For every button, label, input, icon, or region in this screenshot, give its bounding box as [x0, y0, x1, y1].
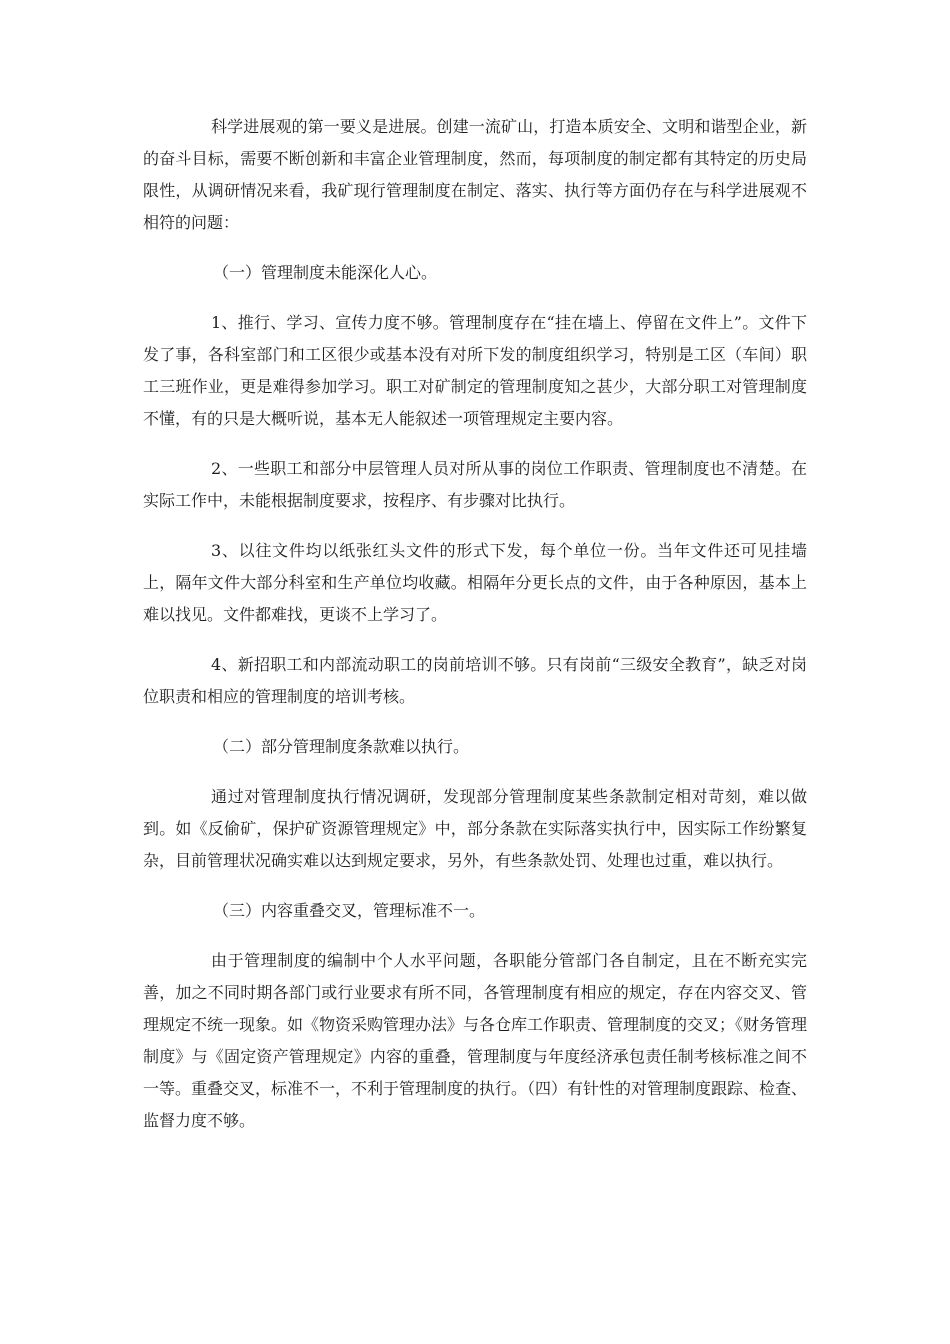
document-body [143, 111, 807, 1155]
section-heading-2: （二）部分管理制度条款难以执行。 [213, 737, 470, 756]
paragraph-section-2: 通过对管理制度执行情况调研，发现部分管理制度某些条款制定相对苛刻，难以做到。如《反偷矿，保护矿资源管理规定》中，部分条款在实际落实执行中，因实际工作纷繁复杂，目前管理状况确实难以达到规定要求，另外，有些条款处罚、处理也过重，难以执行。 [143, 787, 807, 870]
paragraph-section-3: 由于管理制度的编制中个人水平问题，各职能分管部门各自制定，且在不断充实完善，加之不同时期各部门或行业要求有所不同，各管理制度有相应的规定，存在内容交叉、管理规定不统一现象。如《物资采购管理办法》与各仓库工作职责、管理制度的交叉；《财务管理制度》与《固定资产管理规定》内容的重叠，管理制度与年度经济承包责任制考核标准之间不一等。重叠交叉，标准不一，不利于管理制度的执行。（四）有针性的对管理制度跟踪、检查、监督力度不够。 [143, 951, 808, 1130]
paragraph-intro: 科学进展观的第一要义是进展。创建一流矿山，打造本质安全、文明和谐型企业，新的奋斗目标，需要不断创新和丰富企业管理制度，然而，每项制度的制定都有其特定的历史局限性，从调研情况来看，我矿现行管理制度在制定、落实、执行等方面仍存在与科学进展观不相符的问题： [143, 117, 807, 232]
paragraph-item-3: 3、以往文件均以纸张红头文件的形式下发，每个单位一份。当年文件还可见挂墙上，隔年文件大部分科室和生产单位均收藏。相隔年分更长点的文件，由于各种原因，基本上难以找见。文件都难找，更谈不上学习了。 [143, 541, 807, 624]
section-heading-1: （一）管理制度未能深化人心。 [213, 263, 438, 282]
paragraph-item-4: 4、新招职工和内部流动职工的岗前培训不够。只有岗前“三级安全教育”，缺乏对岗位职责和相应的管理制度的培训考核。 [143, 655, 807, 706]
paragraph-item-2: 2、一些职工和部分中层管理人员对所从事的岗位工作职责、管理制度也不清楚。在实际工作中，未能根据制度要求，按程序、有步骤对比执行。 [143, 459, 807, 510]
section-heading-3: （三）内容重叠交叉，管理标准不一。 [213, 901, 486, 920]
paragraph-item-1: 1、推行、学习、宣传力度不够。管理制度存在“挂在墙上、停留在文件上”。文件下发了事，各科室部门和工区很少或基本没有对所下发的制度组织学习，特别是工区（车间）职工三班作业，更是难得参加学习。职工对矿制定的管理制度知之甚少，大部分职工对管理制度不懂，有的只是大概听说，基本无人能叙述一项管理规定主要内容。 [143, 313, 807, 428]
